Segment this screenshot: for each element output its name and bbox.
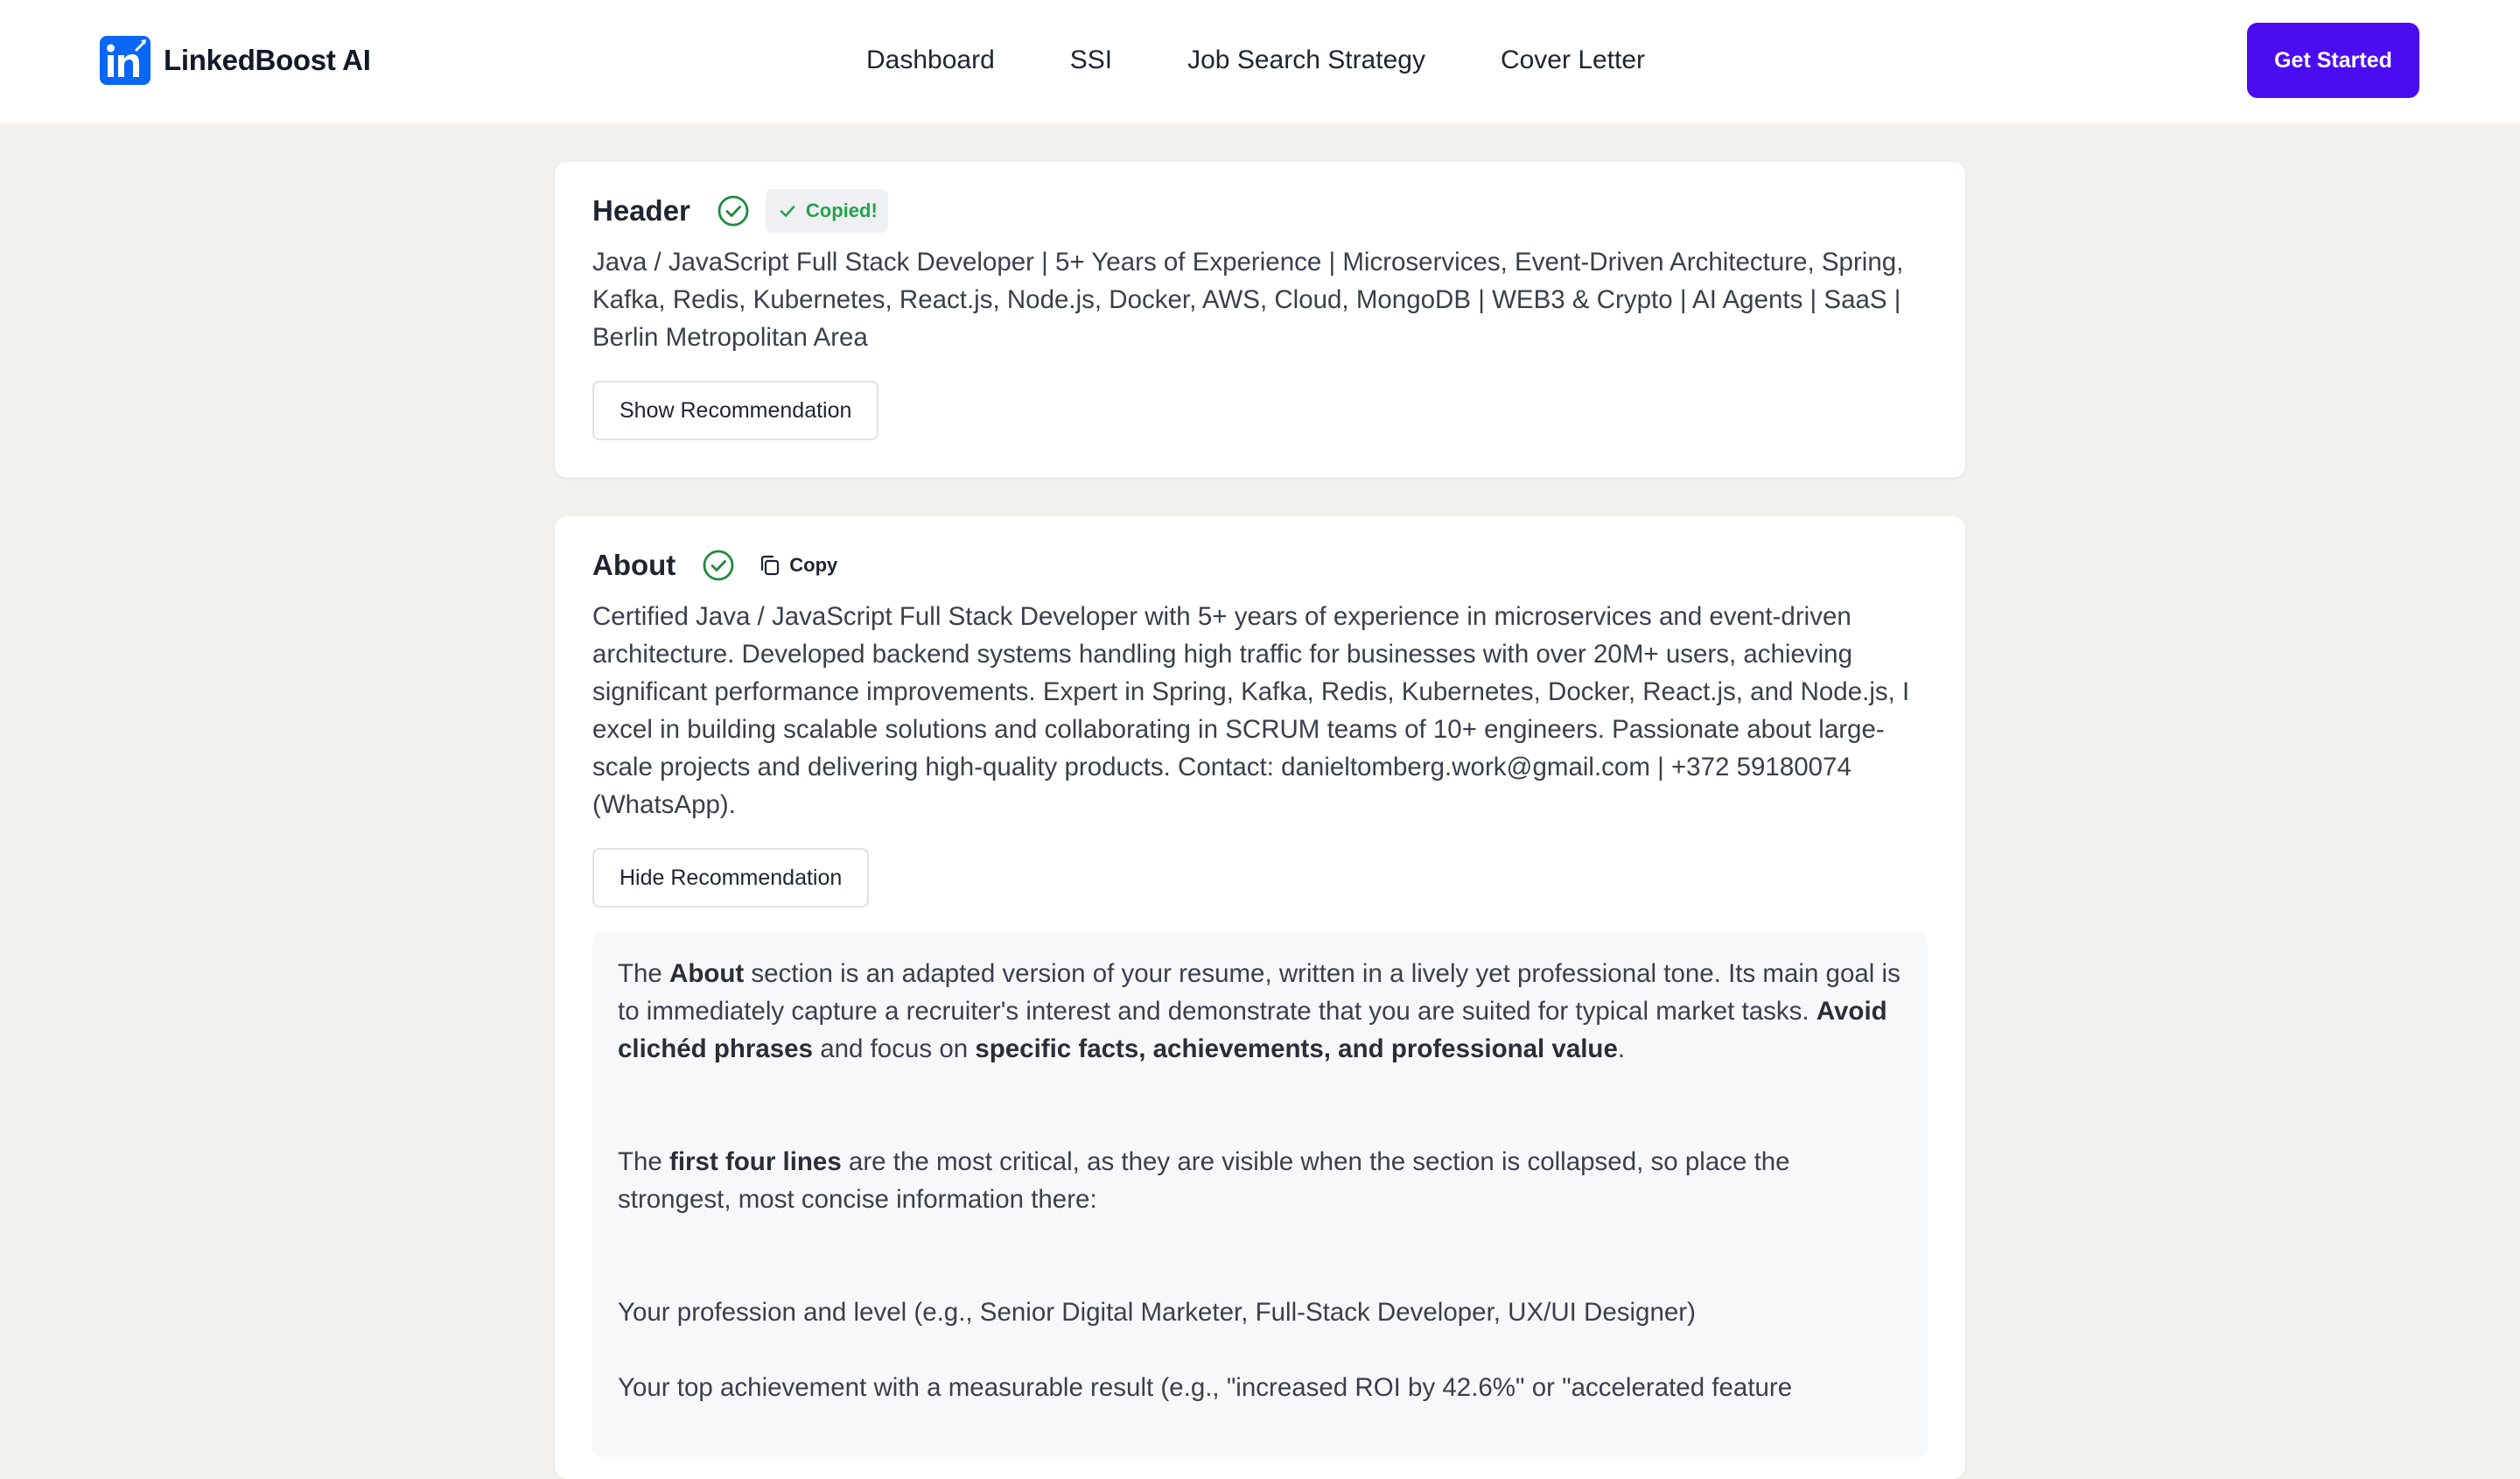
brand-logo[interactable] [100,36,371,85]
recommendation-paragraph [618,1143,1902,1218]
rec-text: The [618,1147,670,1176]
nav-links [866,39,1645,82]
check-circle-icon [702,549,735,582]
checkmark-icon [778,201,797,221]
brand-name: LinkedBoost AI [164,44,371,76]
check-circle-icon [717,194,750,228]
header-section-card [555,162,1965,478]
copy-label: Copy [789,554,838,576]
rec-text: and focus on [813,1034,976,1063]
nav-ssi-link[interactable]: SSI [1069,46,1113,74]
rec-bold-text: About [669,959,745,988]
nav-dashboard-link[interactable]: Dashboard [866,46,995,74]
header-text: Java / JavaScript Full Stack Developer | 5+ Years of Experience | Microservices, Event-Driven Architecture, Spring, Kafka, Redis, Kubernetes, React.js, Node.js, Docker, AWS, Cloud, MongoDB | WEB3 & Crypto | AI Agents | SaaS | Berlin Metropolitan Area [592,248,1904,352]
hide-recommendation-button[interactable]: Hide Recommendation [592,848,869,908]
copy-button[interactable] [758,553,837,578]
rec-bold-text: specific facts, achievements, and professional value [975,1034,1618,1063]
header-title-row [592,192,1928,230]
copy-icon [758,553,782,578]
linkedin-rocket-icon [100,36,150,85]
rec-bold-text: Avoid clichéd phrases [618,997,1887,1063]
rec-text: are the most critical, as they are visible when the section is collapsed, so place the strongest, most concise information there: [618,1147,1790,1214]
rec-text: . [1617,1034,1626,1063]
recommendation-paragraph [618,955,1902,1068]
rec-text: section is an adapted version of your resume, written in a lively yet professional tone. Its main goal is to immediately capture a recruiter's interest and demonstrate that you are suited for typical market tasks. [618,959,1900,1026]
show-recommendation-button[interactable]: Show Recommendation [592,381,878,440]
recommendation-paragraph: Your profession and level (e.g., Senior Digital Marketer, Full-Stack Developer, UX/UI Designer) [618,1298,1696,1327]
recommendation-paragraph: Your top achievement with a measurable result (e.g., "increased ROI by 42.6%" or "accelerated feature [618,1373,1793,1402]
copied-label: Copied! [805,200,878,221]
about-text: Certified Java / JavaScript Full Stack Developer with 5+ years of experience in microservices and event-driven architecture. Developed backend systems handling high traffic for businesses with over 20M+ users, achieving significant performance improvements. Expert in Spring, Kafka, Redis, Kubernetes, Docker, React.js, and Node.js, I excel in building scalable solutions and collaborating in SCRUM teams of 10+ engineers. Passionate about large-scale projects and delivering high-quality products. Contact: danieltomberg.work@gmail.com | +372 59180074 (WhatsApp). [592,602,1910,819]
get-started-button[interactable]: Get Started [2247,23,2419,98]
section-title: About [592,549,676,581]
about-title-row [592,546,1928,585]
about-section-card [555,516,1965,1479]
nav-cover-letter-link[interactable]: Cover Letter [1500,46,1646,74]
section-title: Header [592,194,690,227]
rec-text: The [618,959,670,988]
recommendation-panel [592,932,1928,1457]
copied-badge [766,189,888,233]
top-navbar [0,0,2520,123]
nav-job-search-strategy-link[interactable]: Job Search Strategy [1187,46,1425,74]
rec-bold-text: first four lines [669,1147,842,1176]
